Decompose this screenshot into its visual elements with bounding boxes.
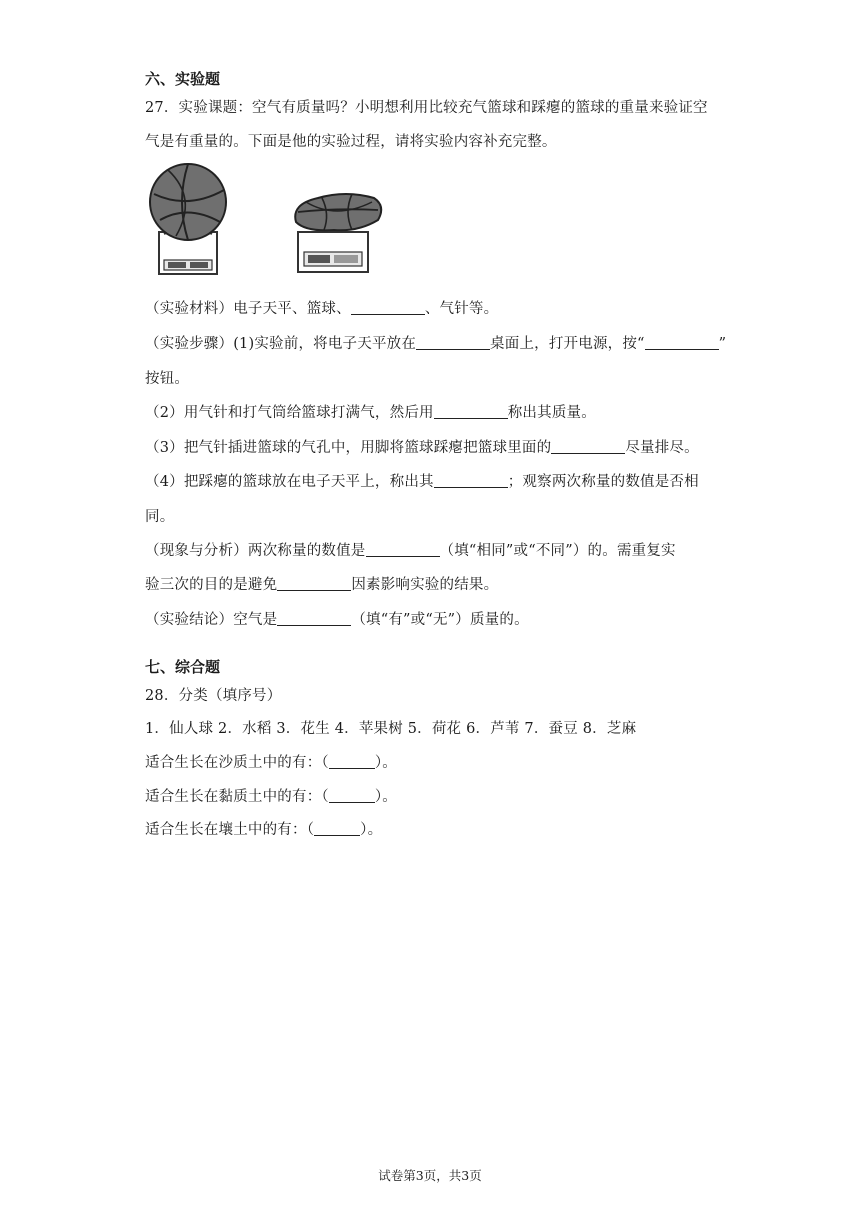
- steps-line-2: 按钮。: [145, 371, 190, 387]
- air-blank[interactable]: [551, 439, 625, 454]
- step-2-line: [145, 401, 596, 422]
- conclusion-line: [145, 608, 529, 629]
- section-6-heading: 六、实验题: [145, 70, 221, 88]
- page-footer: 试卷第3页，共3页: [378, 1168, 482, 1183]
- step-2-text-end: 称出其质量。: [507, 405, 596, 421]
- q28-options: 1．仙人球 2．水稻 3．花生 4．苹果树 5．荷花 6．芦苇 7．蚕豆 8．芝麻: [145, 721, 637, 737]
- q28-title: 28．分类（填序号）: [145, 688, 282, 704]
- materials-line: [145, 297, 498, 318]
- clay-soil-line: [145, 785, 397, 806]
- step-4-line: [145, 470, 699, 491]
- analysis-text-2-end: 因素影响实验的结果。: [351, 577, 499, 593]
- loam-soil-text: 适合生长在壤土中的有：（: [145, 822, 315, 838]
- factor-blank[interactable]: [277, 576, 351, 591]
- weighing-tool-blank[interactable]: [434, 404, 508, 419]
- same-different-blank[interactable]: [366, 542, 440, 557]
- step-4-line-2: 同。: [145, 509, 175, 525]
- conclusion-text-end: （填“有”或“无”）质量的。: [351, 612, 529, 628]
- steps-text: （实验步骤）(1)实验前，将电子天平放在: [145, 336, 417, 352]
- analysis-text-2: 验三次的目的是避免: [145, 577, 278, 593]
- materials-blank[interactable]: [351, 300, 425, 315]
- sandy-soil-line: [145, 751, 397, 772]
- flat-basketball-on-scale: [295, 194, 381, 272]
- clay-soil-text: 适合生长在黏质土中的有：（: [145, 789, 329, 805]
- materials-text: （实验材料）电子天平、篮球、: [145, 301, 351, 317]
- q27-text-line-1: 27．实验课题：空气有质量吗？小明想利用比较充气篮球和踩瘪的篮球的重量来验证空: [145, 100, 708, 116]
- loam-soil-line: [145, 818, 382, 839]
- mass-blank[interactable]: [434, 473, 508, 488]
- clay-soil-blank[interactable]: [329, 788, 375, 803]
- step-4-text: （4）把踩瘪的篮球放在电子天平上，称出其: [145, 474, 434, 490]
- materials-text-end: 、气针等。: [424, 301, 499, 317]
- full-basketball-on-scale: [150, 164, 226, 274]
- experiment-figure: [146, 160, 396, 280]
- surface-blank[interactable]: [416, 335, 490, 350]
- sandy-soil-text-end: ）。: [374, 755, 398, 771]
- step-2-text: （2）用气针和打气筒给篮球打满气，然后用: [145, 405, 434, 421]
- step-3-text: （3）把气针插进篮球的气孔中，用脚将篮球踩瘪把篮球里面的: [145, 440, 552, 456]
- analysis-line-1: [145, 539, 676, 560]
- q27-text-line-2: 气是有重量的。下面是他的实验过程，请将实验内容补充完整。: [145, 134, 557, 150]
- analysis-line-2: [145, 573, 498, 594]
- analysis-text: （现象与分析）两次称量的数值是: [145, 543, 366, 559]
- steps-text-mid: 桌面上，打开电源，按“: [490, 336, 645, 352]
- analysis-text-end: （填“相同”或“不同”）的。需重复实: [439, 543, 676, 559]
- step-3-text-end: 尽量排尽。: [625, 440, 699, 456]
- sandy-soil-text: 适合生长在沙质土中的有：（: [145, 755, 329, 771]
- sandy-soil-blank[interactable]: [329, 754, 375, 769]
- step-4-text-end: ；观察两次称量的数值是否相: [507, 474, 699, 490]
- conclusion-text: （实验结论）空气是: [145, 612, 278, 628]
- has-mass-blank[interactable]: [277, 611, 351, 626]
- loam-soil-text-end: ）。: [360, 822, 383, 838]
- button-name-blank[interactable]: [645, 335, 719, 350]
- steps-text-end: ”: [718, 336, 727, 352]
- section-7-heading: 七、综合题: [145, 658, 221, 676]
- clay-soil-text-end: ）。: [374, 789, 398, 805]
- steps-line-1: [145, 332, 726, 353]
- loam-soil-blank[interactable]: [314, 821, 360, 836]
- step-3-line: [145, 436, 699, 457]
